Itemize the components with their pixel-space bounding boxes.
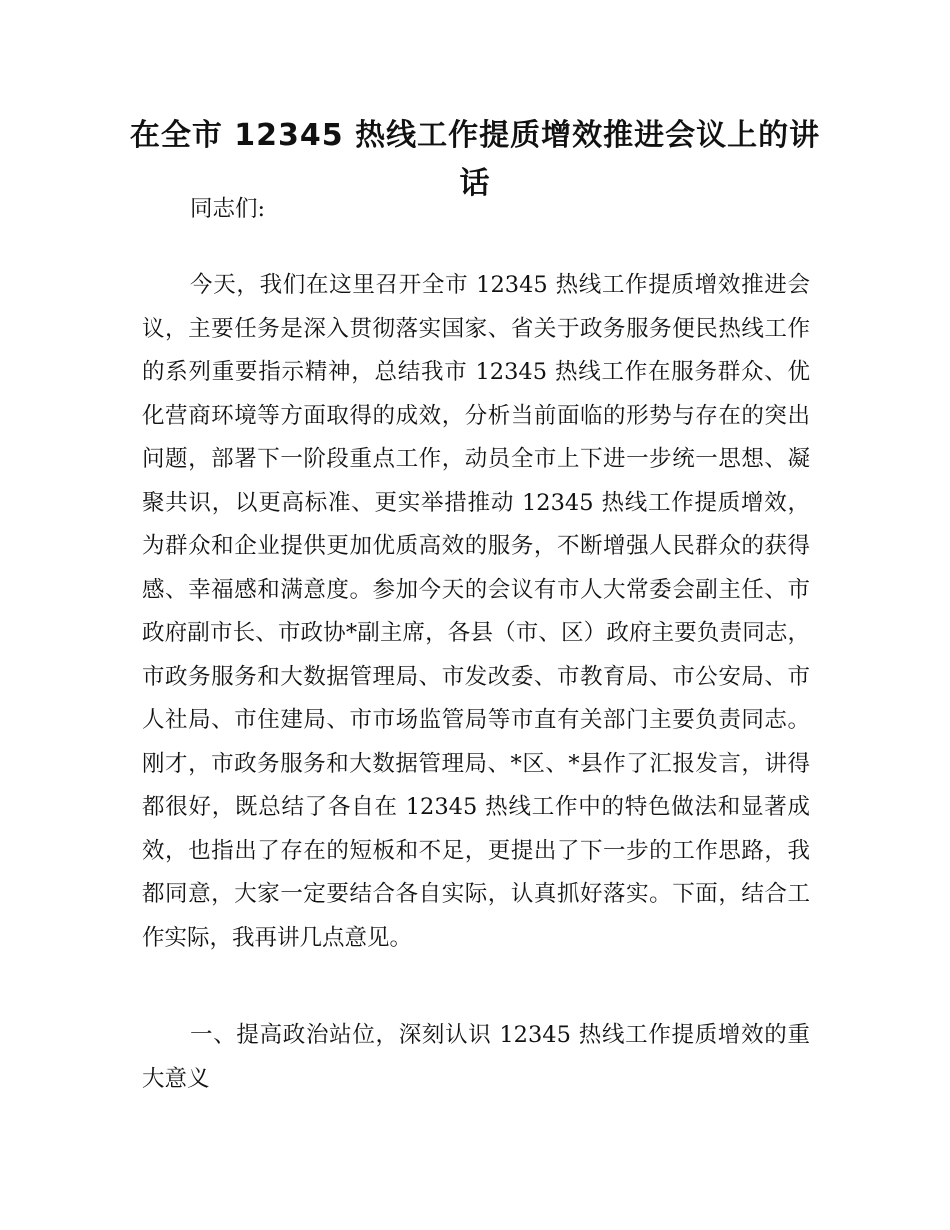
document-title: 在全市 12345 热线工作提质增效推进会议上的讲话	[129, 118, 821, 201]
salutation: 同志们:	[190, 196, 266, 222]
body-paragraph: 今天，我们在这里召开全市 12345 热线工作提质增效推进会议，主要任务是深入贯彻落实国家、省关于政务服务便民热线工作的系列重要指示精神，总结我市 12345 热线工作在服务群众、优化营商环境等方面取得的成效，分析当前面临的形势与存在的突出问题，部署下一阶段重点工作，动员全市上下进一步统一思想、凝聚共识，以更高标准、更实举措推动 12345 热线工作提质增效，为群众和企业提供更加优质高效的服务，不断增强人民群众的获得感、幸福感和满意度。参加今天的会议有市人大常委会副主任、市政府副市长、市政协*副主席，各县（市、区）政府主要负责同志，市政务服务和大数据管理局、市发改委、市教育局、市公安局、市人社局、市住建局、市市场监管局等市直有关部门主要负责同志。刚才，市政务服务和大数据管理局、*区、*县作了汇报发言，讲得都很好，既总结了各自在 12345 热线工作中的特色做法和显著成效，也指出了存在的短板和不足，更提出了下一步的工作思路，我都同意，大家一定要结合各自实际，认真抓好落实。下面，结合工作实际，我再讲几点意见。	[142, 272, 810, 951]
section-heading: 一、提高政治站位，深刻认识 12345 热线工作提质增效的重大意义	[142, 1022, 810, 1092]
